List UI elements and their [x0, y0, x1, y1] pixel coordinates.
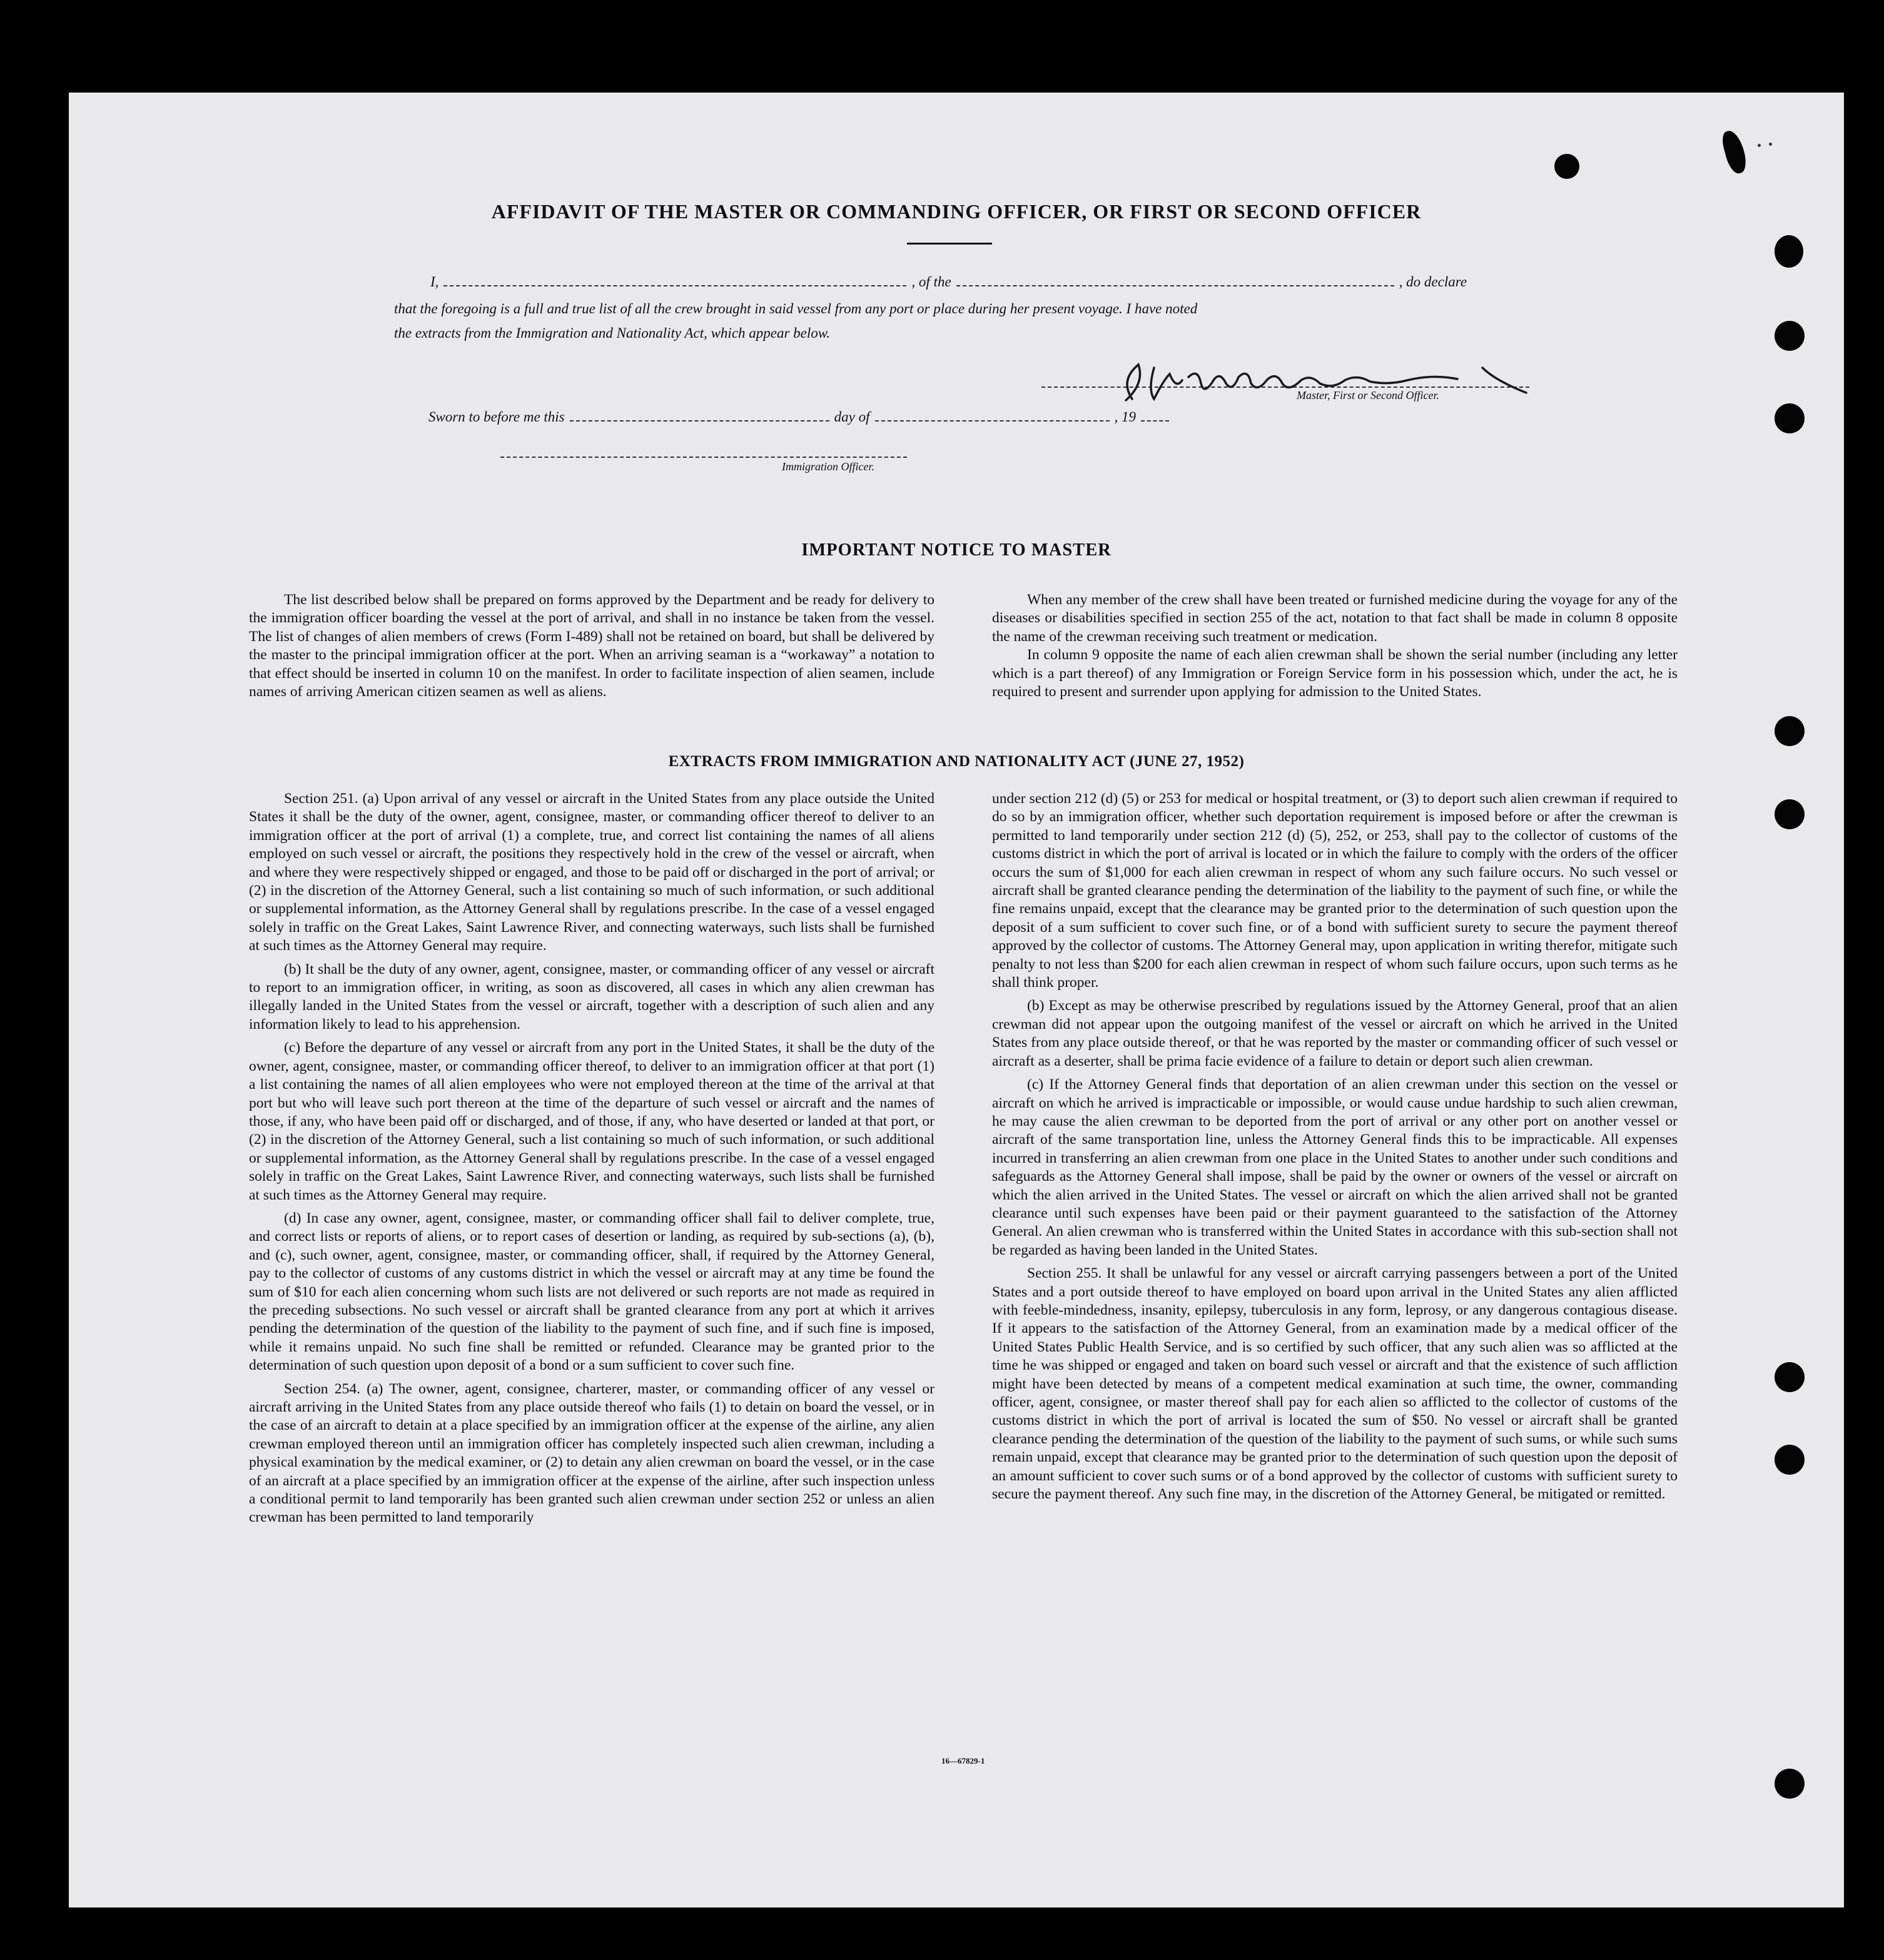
torn-corner-mark — [1719, 128, 1749, 175]
punch-hole — [1554, 154, 1579, 179]
punch-hole — [1775, 1362, 1805, 1392]
affidavit-title: AFFIDAVIT OF THE MASTER OR COMMANDING OFFICER, OR FIRST OR SECOND OFFICER — [491, 200, 1422, 223]
officer-signature-line — [500, 457, 907, 458]
day-blank[interactable] — [570, 419, 829, 422]
year-label: , 19 — [1114, 409, 1136, 425]
section-254b: (b) Except as may be otherwise prescribed by regulations issued by the Attorney General, proof that an alien crewman did not appear upon the outgoing manifest of the vessel or aircraft on which he arrived in the United States from any place outside thereof, or that he was reported by the master or commanding officer of such vessel or aircraft as a deserter, shall be prima facie evidence of a failure to detain or deport such alien crewman. — [992, 998, 1678, 1069]
extracts-left-column — [249, 790, 934, 1532]
day-of-label: day of — [834, 409, 870, 425]
name-blank[interactable] — [443, 284, 906, 286]
section-255: Section 255. It shall be unlawful for any vessel or aircraft carrying passengers between a port of the United States and a port outside thereof to have employed on board upon arrival in the United States any alien afflicted with feeble-mindedness, insanity, epilepsy, tuberculosis in any form, leprosy, or any dangerous contagious disease. If it appears to the satisfaction of the Attorney General, from an examination made by a medical officer of the United States Public Health Service, and is so certified by such officer, that any such alien was so afflicted at the time he was shipped or engaged and taken on board such vessel or aircraft and that the existence of such affliction might have been detected by means of a competent medical examination at such time, the owner, commanding officer, agent, consignee, or master thereof shall pay for each alien so afflicted to the collector of customs of the customs district in which the port of arrival is located the sum of $50. No vessel or aircraft shall be granted clearance pending the determination of the question of the liability to the payment of such sums, or while such sums remain unpaid, except that clearance may be granted prior to the determination of such question upon the deposit of an amount sufficient to cover such sums or of a bond approved by the collector of customs with sufficient surety to secure the payment thereof. Any such fine may, in the discretion of the Attorney General, be mitigated or remitted. — [992, 1265, 1678, 1503]
notice-right-column — [992, 591, 1678, 706]
punch-hole — [1775, 716, 1805, 746]
year-blank[interactable] — [1141, 419, 1169, 422]
declaration-i: I, — [430, 274, 439, 290]
declaration-of-the: , of the — [911, 274, 951, 290]
declaration-line-2: that the foregoing is a full and true list of all the crew brought in said vessel from any port or place during her present voyage. I have noted — [394, 301, 1198, 316]
section-251c: (c) Before the departure of any vessel or aircraft from any port in the United States, it shall be the duty of the owner, agent, consignee, master, or commanding officer thereof, to deliver to an immigration officer at that port (1) a list containing the names of all alien employees who were not employed thereon at the time of the arrival at that port but who will leave such port thereon at the time of the departure of such vessel or aircraft and the names of those, if any, who have been paid off or discharged, and of those, if any, who have deserted or landed at that port, or (2) in the discretion of the Attorney General, such a list containing so much of such information, or such additional or supplemental information, as the Attorney General shall by regulations prescribe. In the case of a vessel engaged solely in traffic on the Great Lakes, Saint Lawrence River, and connecting waterways, such lists shall be furnished at such times as the Attorney General may require. — [249, 1039, 934, 1203]
punch-hole — [1775, 235, 1803, 268]
section-254a: Section 254. (a) The owner, agent, consignee, charterer, master, or commanding officer of any vessel or aircraft arriving in the United States from any place outside thereof who fails (1) to detain on board the vessel, or in the case of an aircraft to detain at a place specified by an immigration officer at the expense of the airline, any alien crewman employed thereon until an immigration officer has completely inspected such alien crewman, including a physical examination by the medical examiner, or (2) to detain any alien crewman on board the vessel, or in the case of an aircraft at a place specified by an immigration officer at the expense of the airline, after such inspection unless a conditional permit to land temporarily has been granted such alien crewman under section 252 or unless an alien crewman has been permitted to land temporarily — [249, 1380, 934, 1526]
extracts-right-column — [992, 790, 1678, 1508]
master-signature — [1095, 355, 1570, 412]
speck — [1769, 143, 1772, 146]
declaration-do-declare: , do declare — [1399, 274, 1467, 290]
section-254a-continued: under section 212 (d) (5) or 253 for medical or hospital treatment, or (3) to deport such alien crewman if required to do so by an immigration officer, whether such deportation requirement is imposed before or after the crewman is permitted to land temporarily under section 212 (d) (5), 252, or 253, shall pay to the collector of customs of the customs district in which the port of arrival is located or in which the failure to comply with the orders of the officer occurs the sum of $1,000 for each alien crewman in respect of whom any such failure occurs. No such vessel or aircraft shall be granted clearance pending the determination of the liability to the payment of such fine, or while the fine remains unpaid, except that the clearance may be granted prior to the determination of such question upon the deposit of a sum sufficient to cover such fine, or of a bond with sufficient surety to secure the payment thereof approved by the collector of customs. The Attorney General may, upon application in writing therefor, mitigate such penalty to not less than $200 for each alien crewman in respect of whom such failure occurs, upon such terms as he shall think proper. — [992, 791, 1678, 991]
section-251d: (d) In case any owner, agent, consignee, master, or commanding officer shall fail to deliver complete, true, and correct lists or reports of aliens, or to report cases of desertion or landing, as required by sub-sections (a), (b), and (c), such owner, agent, consignee, master, or commanding officer, shall, if required by the Attorney General, pay to the collector of customs of any customs district in which the vessel or aircraft may at any time be found the sum of $10 for each alien concerning whom such lists are not delivered or such reports are not made as required in the preceding subsections. No such vessel or aircraft shall be granted clearance from any port at which it arrives pending the determination of the question of the liability to the payment of such fine, and if such fine is imposed, while it remains unpaid. No such fine shall be remitted or refunded. Clearance may be granted prior to the determination of such question upon deposit of a bond or a sum sufficient to cover such fine. — [249, 1210, 934, 1374]
declaration-line-3: the extracts from the Immigration and Nationality Act, which appear below. — [394, 325, 831, 341]
punch-hole — [1775, 1769, 1805, 1799]
notice-right-paragraph-1: When any member of the crew shall have been treated or furnished medicine during the voyage for any of the diseases or disabilities specified in section 255 of the act, notation to that fact shall be made in column 8 opposite the name of the crewman receiving such treatment or medication. — [992, 592, 1678, 645]
notice-left-column — [249, 591, 934, 706]
declaration-line-1 — [430, 274, 1467, 290]
notice-right-paragraph-2: In column 9 opposite the name of each alien crewman shall be shown the serial number (including any letter which is a part thereof) of any Immigration or Foreign Service form in his possession which, under the act, he is required to present and surrender upon applying for admission to the United States. — [992, 647, 1678, 700]
notice-left-paragraph: The list described below shall be prepared on forms approved by the Department and be ready for delivery to the immigration officer boarding the vessel at the port of arrival, and shall in no instance be taken from the vessel. The list of changes of alien members of crews (Form I-489) shall not be retained on board, but shall be delivered by the master to the principal immigration officer at the port. When an arriving seaman is a “workaway” a notation to that effect should be inserted in column 10 on the manifest. In order to facilitate inspection of alien seamen, include names of arriving American citizen seamen as well as aliens. — [249, 592, 934, 700]
section-251b: (b) It shall be the duty of any owner, agent, consignee, master, or commanding officer of any vessel or aircraft to report to an immigration officer, in writing, as soon as discovered, all cases in which any alien crewman has illegally landed in the United States from the vessel or aircraft, together with a description of such alien and any information likely to lead to his apprehension. — [249, 961, 934, 1033]
section-254c: (c) If the Attorney General finds that deportation of an alien crewman under this section on the vessel or aircraft on which he arrived is impracticable or impossible, or would cause undue hardship to such alien crewman, he may cause the alien crewman to be deported from the port of arrival or any other port on another vessel or aircraft of the same transportation line, unless the Attorney General finds this to be impracticable. All expenses incurred in transferring an alien crewman from one place in the United States to another under such conditions and safeguards as the Attorney General shall impose, shall be paid by the owner or owners of the vessel or aircraft on which the alien arrived in the United States. The vessel or aircraft on which the alien arrived shall not be granted clearance until such expenses have been paid or their payment guaranteed to the satisfaction of the Attorney General. An alien crewman who is transferred within the United States in accordance with this sub-section shall not be regarded as having been landed in the United States. — [992, 1076, 1678, 1258]
section-251a: Section 251. (a) Upon arrival of any vessel or aircraft in the United States from any place outside the United States it shall be the duty of the owner, agent, consignee, master, or commanding officer thereof to deliver to an immigration officer at the port of arrival (1) a complete, true, and correct list containing the names of all aliens employed on such vessel or aircraft, the positions they respectively hold in the crew of the vessel or aircraft, when and where they were respectively shipped or engaged, and those to be paid off or discharged in the port of arrival; or (2) in the discretion of the Attorney General, such a list containing so much of such information, or such additional or supplemental information, as the Attorney General shall by regulations prescribe. In the case of a vessel engaged solely in traffic on the Great Lakes, Saint Lawrence River, and connecting waterways, such lists shall be furnished at such times as the Attorney General may require. — [249, 791, 934, 954]
punch-hole — [1775, 799, 1805, 829]
sworn-line — [428, 409, 1174, 425]
sworn-label: Sworn to before me this — [428, 409, 565, 425]
form-number: 16—67829-1 — [941, 1756, 985, 1766]
document-page — [69, 93, 1844, 1907]
signature-caption: Master, First or Second Officer. — [1297, 389, 1439, 402]
title-rule — [907, 243, 992, 245]
month-blank[interactable] — [875, 419, 1110, 422]
speck — [1758, 144, 1761, 147]
officer-caption: Immigration Officer. — [782, 460, 874, 473]
notice-title: IMPORTANT NOTICE TO MASTER — [801, 540, 1112, 560]
punch-hole — [1775, 1445, 1805, 1475]
vessel-blank[interactable] — [956, 284, 1394, 286]
punch-hole — [1775, 321, 1805, 351]
extracts-title: EXTRACTS FROM IMMIGRATION AND NATIONALITY ACT (JUNE 27, 1952) — [668, 753, 1245, 770]
punch-hole — [1775, 403, 1805, 433]
